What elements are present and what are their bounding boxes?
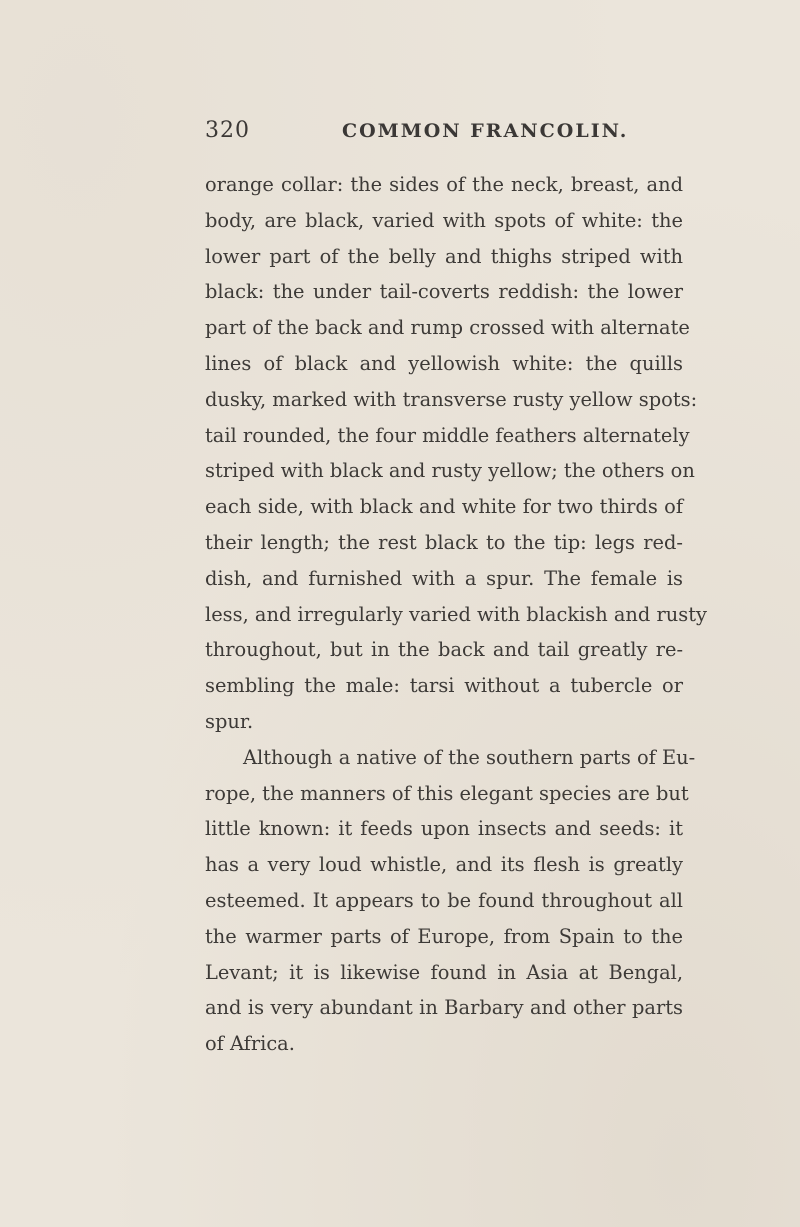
- text-line: dusky, marked with transverse rusty yellow spots:: [205, 387, 698, 411]
- text-line: less, and irregularly varied with blackish and rusty: [205, 602, 707, 626]
- text-line: Levant; it is likewise found in Asia at Bengal,: [205, 960, 683, 984]
- text-line: their length; the rest black to the tip: legs red-: [205, 530, 683, 554]
- paragraph-1: [205, 167, 707, 740]
- text-line: esteemed. It appears to be found throughout all: [205, 888, 683, 912]
- text-line: lower part of the belly and thighs striped with: [205, 244, 683, 268]
- running-title: COMMON FRANCOLIN.: [342, 120, 629, 142]
- text-line: and is very abundant in Barbary and other parts: [205, 996, 683, 1020]
- body-text: [205, 167, 707, 1062]
- text-line: striped with black and rusty yellow; the others on: [205, 459, 695, 483]
- text-line: dish, and furnished with a spur. The female is: [205, 566, 683, 590]
- text-line: part of the back and rump crossed with alternate: [205, 316, 690, 340]
- text-line: spur.: [205, 709, 254, 733]
- text-line: throughout, but in the back and tail greatly re-: [205, 638, 683, 662]
- text-line: Although a native of the southern parts of Eu-: [243, 745, 696, 769]
- page-number: 320: [205, 118, 250, 143]
- text-line: tail rounded, the four middle feathers alternately: [205, 423, 690, 447]
- text-line: the warmer parts of Europe, from Spain to the: [205, 924, 683, 948]
- text-line: of Africa.: [205, 1032, 295, 1056]
- text-line: lines of black and yellowish white: the quills: [205, 351, 683, 375]
- page-header: [205, 118, 765, 148]
- text-line: sembling the male: tarsi without a tubercle or: [205, 674, 683, 698]
- text-line: has a very loud whistle, and its flesh is greatly: [205, 853, 683, 877]
- text-line: little known: it feeds upon insects and seeds: it: [205, 817, 683, 841]
- text-line: orange collar: the sides of the neck, breast, and: [205, 173, 683, 196]
- text-line: each side, with black and white for two thirds of: [205, 495, 683, 519]
- text-line: rope, the manners of this elegant species are but: [205, 781, 689, 805]
- text-line: body, are black, varied with spots of white: the: [205, 208, 683, 232]
- paragraph-2: [205, 740, 696, 1062]
- text-line: black: the under tail-coverts reddish: the lower: [205, 280, 683, 304]
